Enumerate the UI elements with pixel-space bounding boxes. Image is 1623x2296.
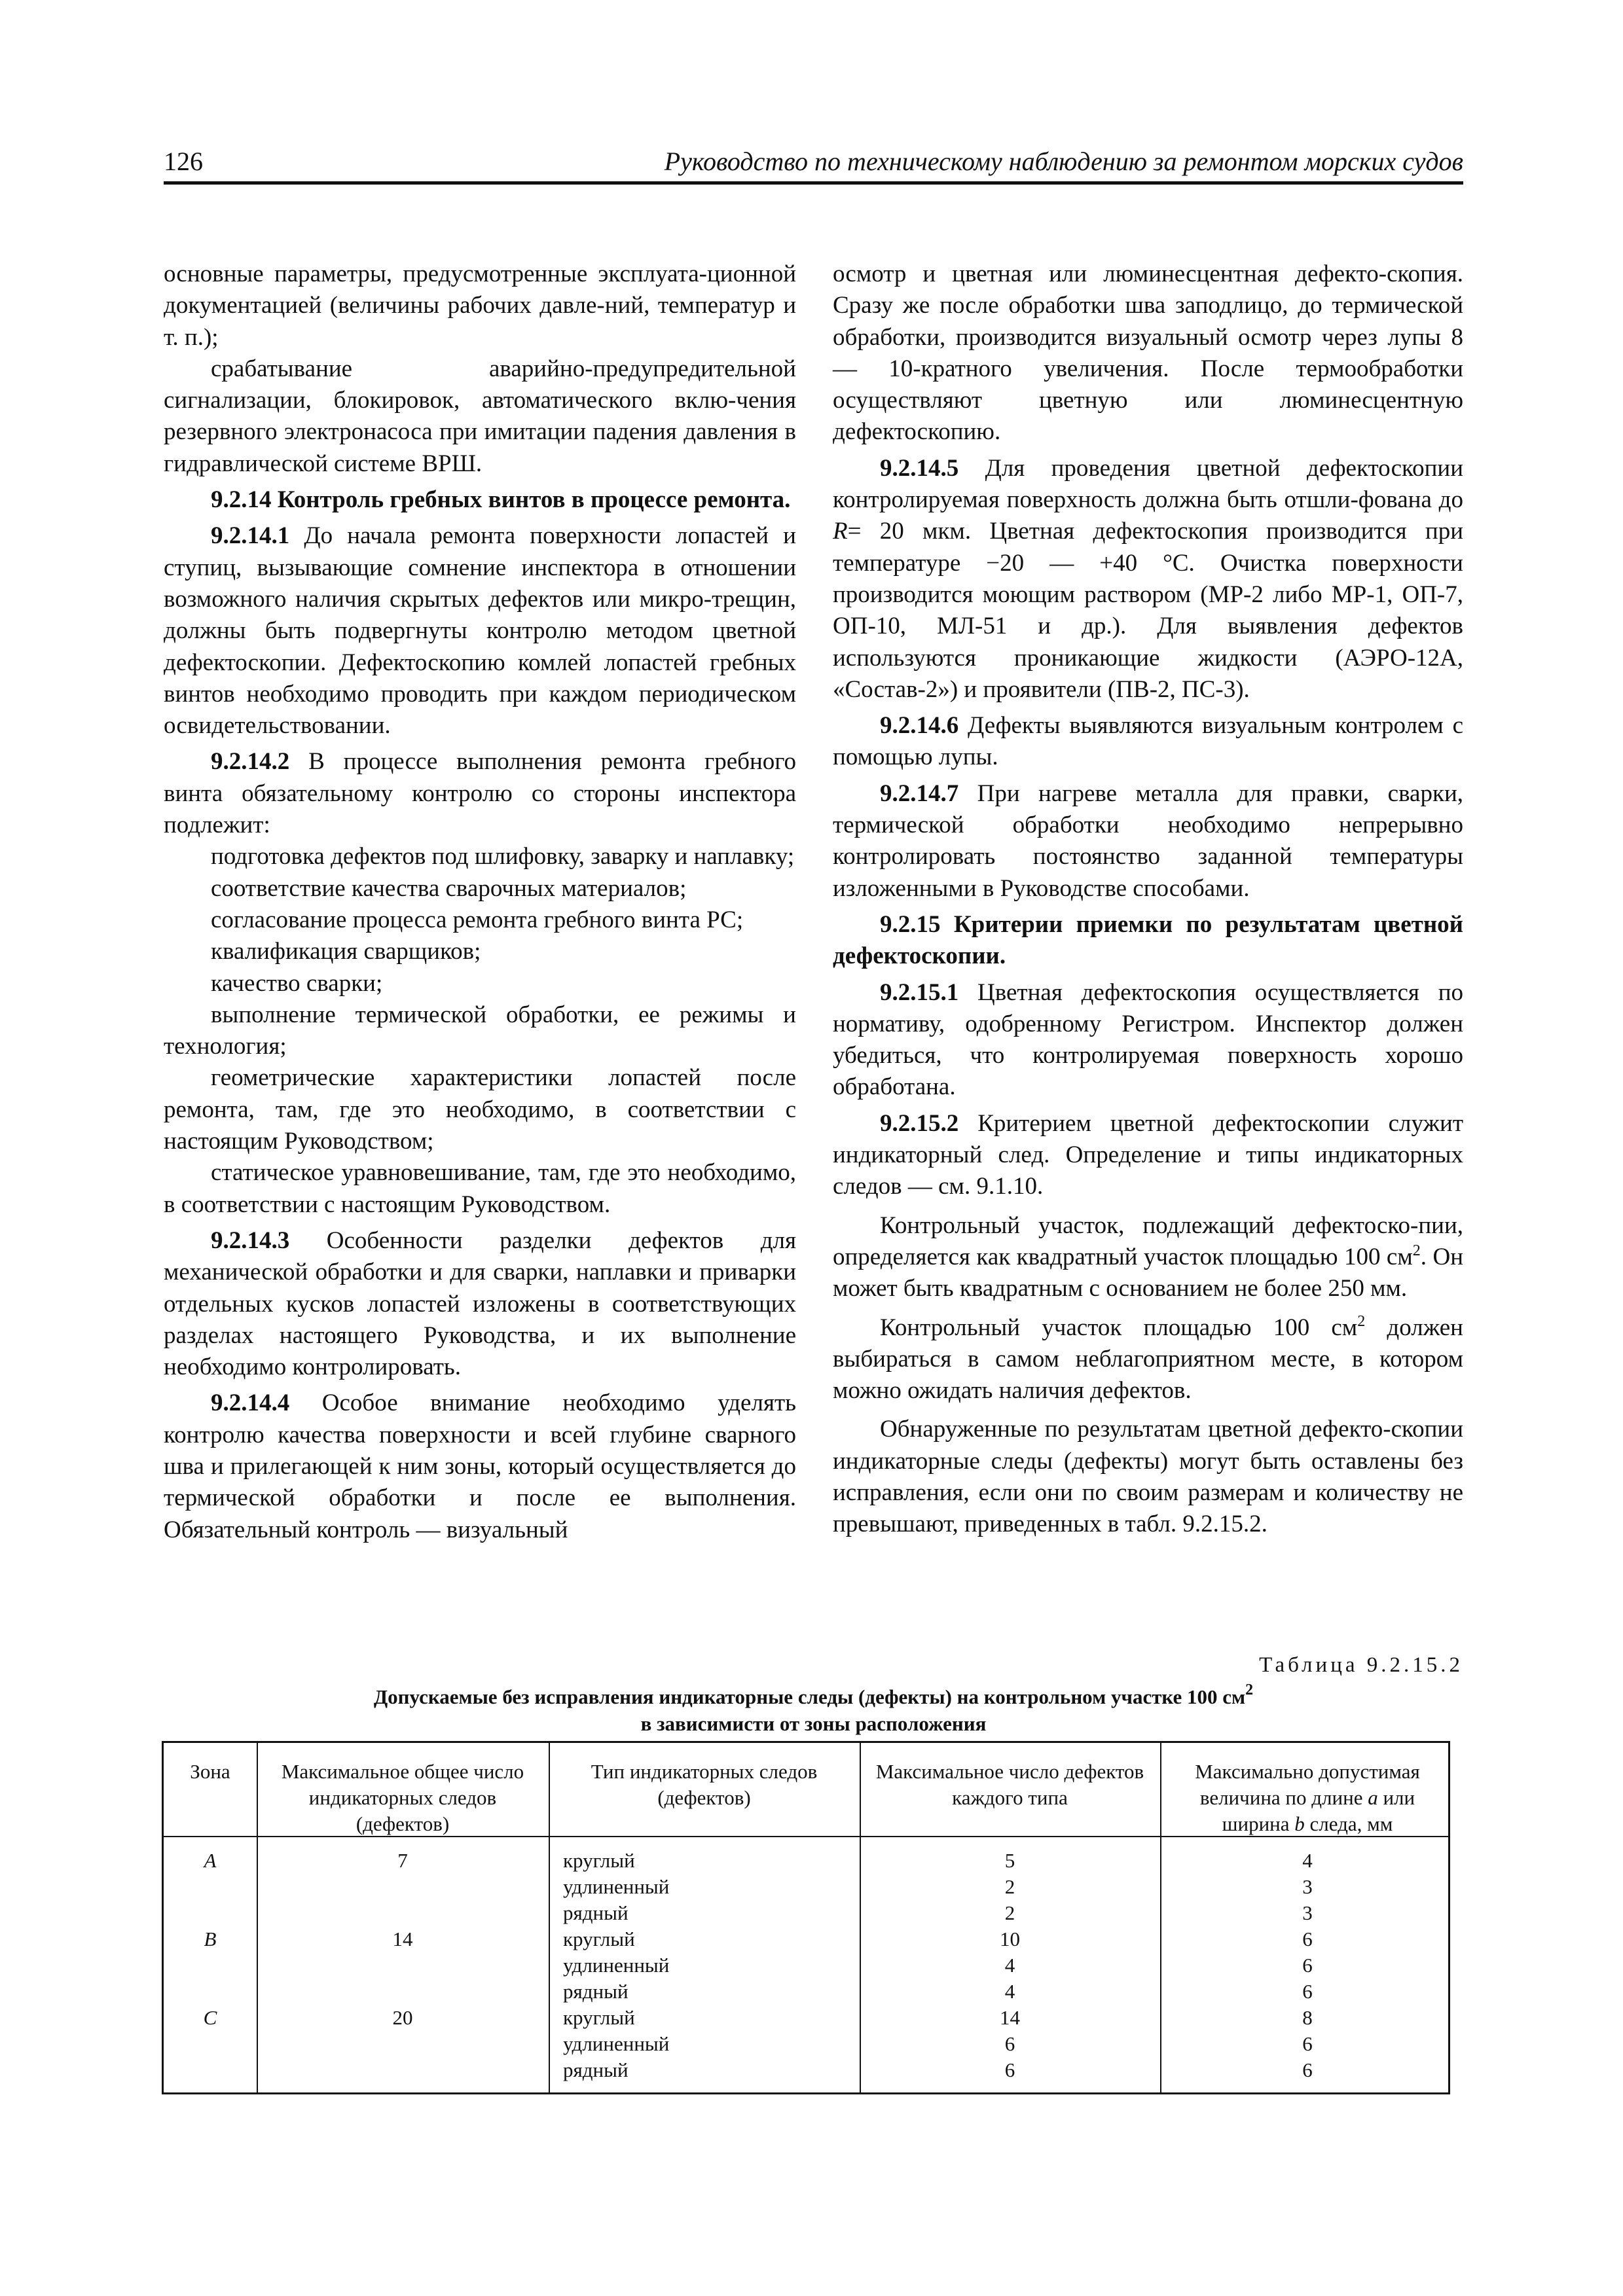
page-number: 126 — [164, 147, 203, 176]
list-item: квалификация сварщиков; — [211, 938, 481, 965]
running-title: Руководство по техническому наблюдению за ремонтом морских судов — [664, 147, 1463, 176]
column-divider — [257, 1743, 258, 2092]
paragraph: 9.2.15.2 Критерием цветной дефектоскопии служит индикаторный след. Определение и типы индикаторных следов — см. 9.1.10. — [833, 1109, 1463, 1200]
list-item: статическое уравновешивание, там, где это необходимо, в соответствии с настоящим Руководством. — [164, 1159, 796, 1218]
cell-zone: C — [203, 2006, 217, 2029]
cell-each: 10 — [1000, 1928, 1020, 1950]
cell-each: 14 — [1000, 2006, 1020, 2029]
paragraph: 9.2.14.4 Особое внимание необходимо уделять контролю качества поверхности и всей глубине сварного шва и прилегающей к ним зоны, который осуществляется до термической обработки и после ее выполнения. Обязательный контроль — визуальный — [164, 1390, 797, 1543]
column-divider — [860, 1743, 861, 2092]
cell-each: 6 — [1004, 2058, 1015, 2081]
paragraph: 9.2.14.6 Дефекты выявляются визуальным контролем с помощью лупы. — [833, 712, 1464, 771]
cell-total: 14 — [392, 1928, 413, 1950]
paragraph: 9.2.14.2 В процессе выполнения ремонта гребного винта обязательному контролю со стороны инспектора подлежит: — [164, 748, 796, 839]
list-item: согласование процесса ремонта гребного винта РС; — [211, 906, 744, 933]
clause-number: 9.2.14.6 — [880, 712, 959, 740]
column-divider — [1160, 1743, 1161, 2092]
cell-total: 20 — [392, 2006, 413, 2029]
cell-size: 6 — [1302, 1928, 1313, 1950]
cell-each: 4 — [1004, 1980, 1015, 2003]
cell-each: 6 — [1004, 2032, 1015, 2055]
section-title: Критерии приемки по результатам цветной дефектоскопии. — [833, 910, 1463, 970]
clause-number: 9.2.14.3 — [211, 1227, 290, 1254]
cell-total: 7 — [397, 1849, 408, 1872]
paragraph: 9.2.14.5 Для проведения цветной дефектоскопии контролируемая поверхность должна быть отшли-фована до R= 20 мкм. Цветная дефектоскопия производится при температуре −20 — +40 °С. Очистка поверхности производится моющим раствором (МР-2 либо МР-1, ОП-7, ОП-10, МЛ-51 и др.). Для выявления дефектов используются проникающие жидкости (АЭРО-12А, «Состав-2») и проявители (ПВ-2, ПС-3). — [833, 454, 1463, 703]
paragraph: 9.2.14.7 При нагреве металла для правки, сварки, термической обработки необходимо непрерывно контролировать постоянство заданной температуры изложенными в Руководстве способами. — [833, 780, 1463, 902]
cell-each: 5 — [1004, 1849, 1015, 1872]
section-number: 9.2.15 — [880, 910, 941, 938]
cell-each: 2 — [1004, 1875, 1015, 1898]
section-heading — [164, 484, 796, 516]
cell-type: круглый — [563, 1928, 635, 1950]
column-divider — [549, 1743, 550, 2092]
paragraph: основные параметры, предусмотренные эксплуата-ционной документацией (величины рабочих давле-ний, температур и т. п.); — [164, 260, 796, 351]
cell-type: удлиненный — [563, 1954, 670, 1977]
cell-type: рядный — [563, 1901, 629, 1924]
section-number: 9.2.14 — [211, 486, 272, 514]
list-item: подготовка дефектов под шлифовку, заварку и наплавку; — [211, 843, 795, 870]
left-column — [164, 259, 796, 1546]
cell-size: 6 — [1302, 2058, 1313, 2081]
clause-number: 9.2.14.2 — [211, 748, 290, 776]
column-header-zone: Зона — [190, 1760, 230, 1783]
defects-table — [162, 1741, 1450, 2094]
cell-zone: B — [204, 1928, 217, 1950]
cell-size: 6 — [1302, 1980, 1313, 2003]
column-header-each: Максимальное число дефектов каждого типа — [875, 1760, 1144, 1809]
cell-type: круглый — [563, 1849, 635, 1872]
cell-size: 8 — [1302, 2006, 1313, 2029]
clause-number: 9.2.15.1 — [880, 978, 959, 1006]
column-header-size: Максимально допустимая величина по длине a или ширина b следа, мм — [1195, 1760, 1420, 1835]
column-header-total: Максимальное общее число индикаторных следов (дефектов) — [281, 1760, 524, 1835]
cell-type: удлиненный — [563, 2032, 670, 2055]
cell-size: 6 — [1302, 1954, 1313, 1977]
list-item: геометрические характеристики лопастей после ремонта, там, где это необходимо, в соответствии с настоящим Руководством; — [164, 1064, 796, 1155]
clause-number: 9.2.14.4 — [211, 1390, 290, 1417]
paragraph: 9.2.15.1 Цветная дефектоскопия осуществляется по нормативу, одобренному Регистром. Инспектор должен убедиться, что контролируемая поверхность хорошо обработана. — [833, 978, 1464, 1101]
clause-number: 9.2.14.5 — [880, 454, 959, 482]
page-header — [164, 145, 1463, 186]
section-title: Контроль гребных винтов в процессе ремонта. — [277, 486, 791, 514]
cell-each: 2 — [1004, 1901, 1015, 1924]
cell-type: рядный — [563, 2058, 629, 2081]
list-item: качество сварки; — [211, 969, 383, 997]
paragraph: 9.2.14.3 Особенности разделки дефектов для механической обработки и для сварки, наплавки и приварки отдельных кусков лопастей изложены в соответствующих разделах настоящего Руководства, и их выполнение необходимо контролировать. — [164, 1227, 796, 1381]
clause-number: 9.2.15.2 — [880, 1109, 959, 1137]
cell-size: 3 — [1302, 1901, 1313, 1924]
paragraph: 9.2.14.1 До начала ремонта поверхности лопастей и ступиц, вызывающие сомнение инспектора в отношении возможного наличия скрытых дефектов или микро-трещин, должны быть подвергнуты контролю методом цветной дефектоскопии. Дефектоскопию комлей лопастей гребных винтов необходимо проводить при каждом периодическом освидетельствовании. — [164, 522, 796, 740]
paragraph: срабатывание аварийно-предупредительной сигнализации, блокировок, автоматического вклю-чения резервного электронасоса при имитации падения давления в гидравлической системе ВРШ. — [164, 355, 796, 477]
cell-each: 4 — [1004, 1954, 1015, 1977]
table-caption: Допускаемые без исправления индикаторные следы (дефекты) на контрольном участке 100 $см^2$ в зависимисти от зоны расположения — [373, 1681, 1254, 1735]
section-heading — [833, 909, 1463, 973]
list-item: соответствие качества сварочных материалов; — [211, 874, 687, 902]
cell-size: 6 — [1302, 2032, 1313, 2055]
paragraph: Контрольный участок, подлежащий дефектоско-пии, определяется как квадратный участок площадью 100 $см^2$. Он может быть квадратным с основанием не более 250 мм. — [833, 1211, 1463, 1302]
cell-type: удлиненный — [563, 1875, 670, 1898]
cell-type: рядный — [563, 1980, 629, 2003]
cell-zone: A — [204, 1849, 217, 1872]
paragraph: осмотр и цветная или люминесцентная дефекто-скопия. Сразу же после обработки шва заподлицо, до термической обработки, производится визуальный осмотр через лупы 8 — 10-кратного увеличения. После термообработки осуществляют цветную или люминесцентную дефектоскопию. — [833, 260, 1463, 446]
clause-number: 9.2.14.7 — [880, 780, 959, 807]
list-item: выполнение термической обработки, ее режимы и технология; — [164, 1001, 796, 1060]
cell-size: 4 — [1302, 1849, 1313, 1872]
cell-size: 3 — [1302, 1875, 1313, 1898]
paragraph: Контрольный участок площадью 100 $см^2$ должен выбираться в самом неблагоприятном месте, в котором можно ожидать наличия дефектов. — [833, 1312, 1463, 1405]
table-label: Таблица 9.2.15.2 — [1259, 1653, 1463, 1677]
column-header-type: Тип индикаторных следов (дефектов) — [591, 1760, 818, 1809]
clause-number: 9.2.14.1 — [211, 522, 290, 550]
paragraph: Обнаруженные по результатам цветной дефекто-скопии индикаторные следы (дефекты) могут быть оставлены без исправления, если они по своим размерам и количеству не превышают, приведенных в табл. 9.2.15.2. — [833, 1416, 1463, 1538]
cell-type: круглый — [563, 2006, 635, 2029]
right-column — [833, 259, 1463, 1541]
header-rule — [164, 181, 1463, 185]
roughness-symbol: R — [833, 518, 848, 545]
